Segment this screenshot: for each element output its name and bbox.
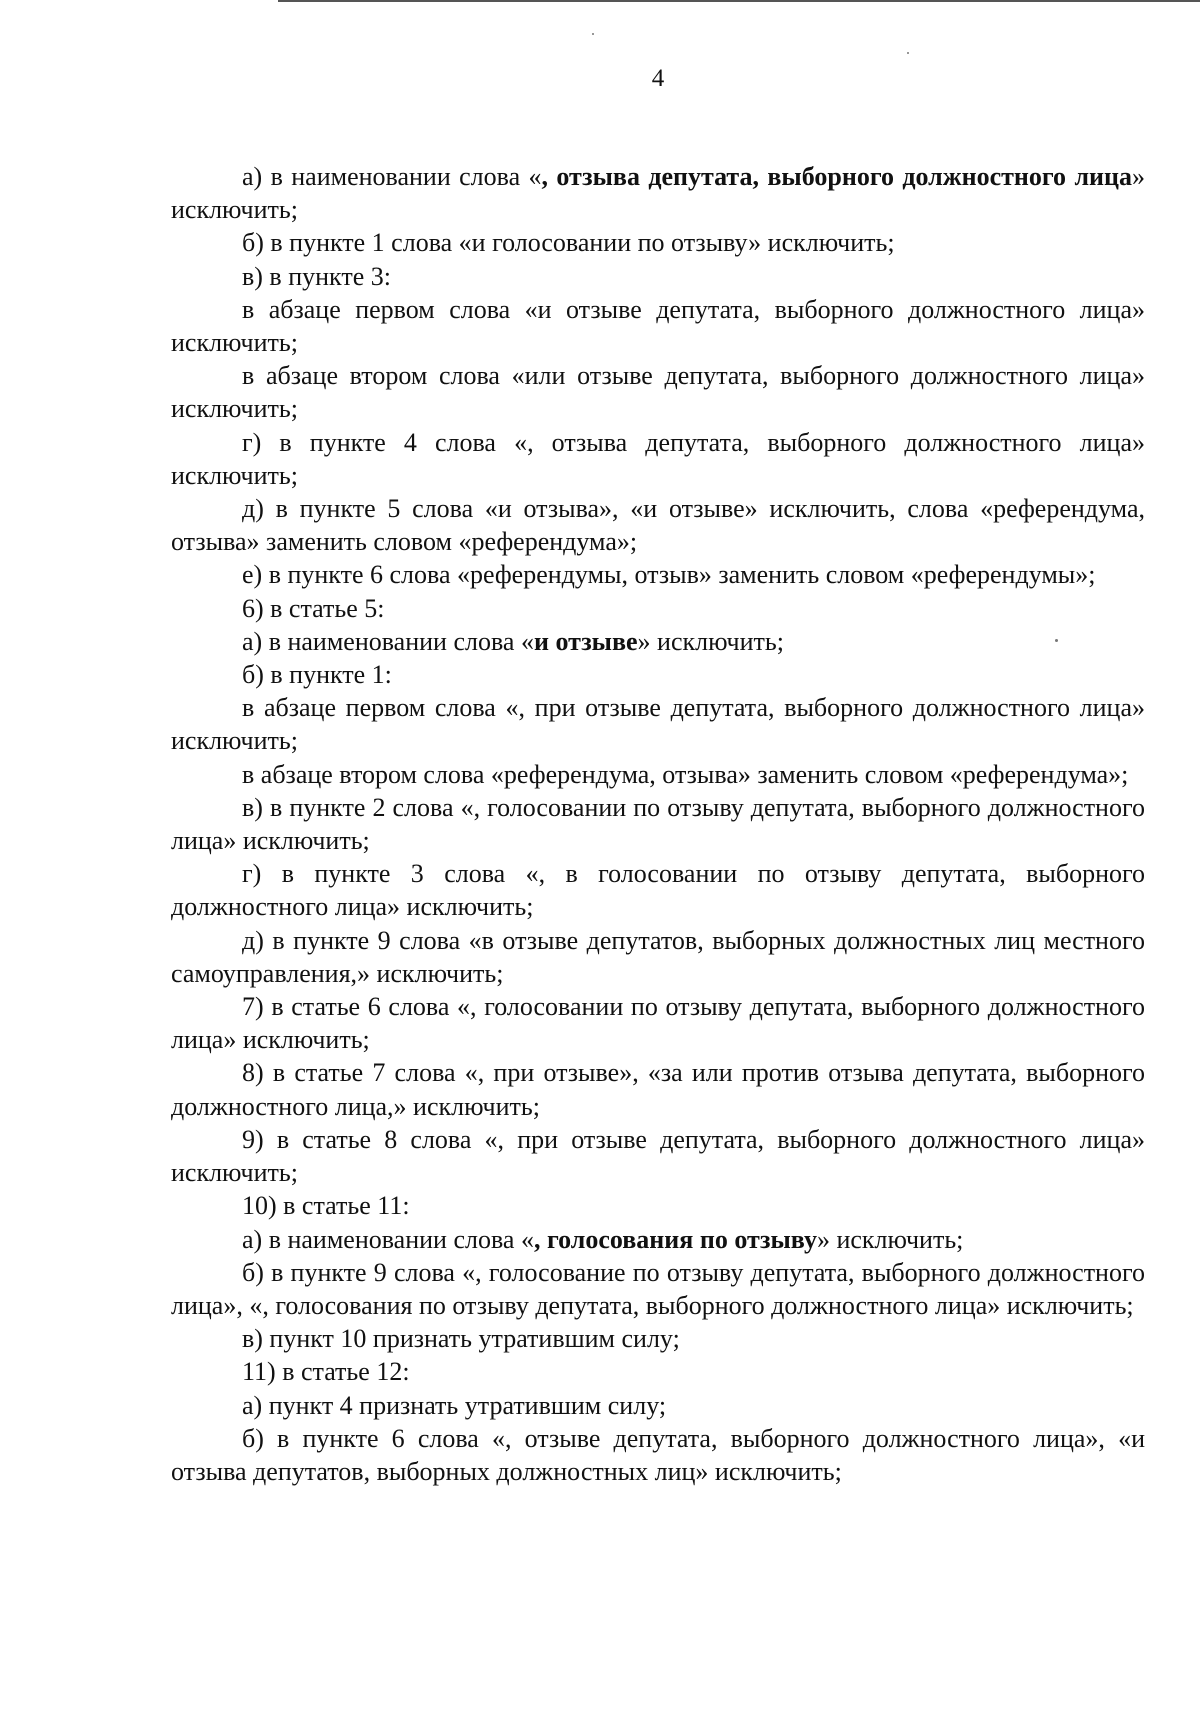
- paragraph: [171, 1355, 1145, 1388]
- text-run: а) пункт 4 признать утратившим силу;: [242, 1390, 667, 1420]
- paragraph: [171, 359, 1145, 425]
- text-run: » исключить;: [171, 162, 1145, 225]
- text-run: в) пункт 10 признать утратившим силу;: [242, 1324, 680, 1354]
- text-run: 6) в статье 5:: [242, 593, 385, 623]
- text-run: 10) в статье 11:: [242, 1191, 410, 1221]
- text-run: в абзаце первом слова «и отзыве депутата, выборного должностного лица» исключить;: [171, 294, 1145, 358]
- paragraph: [171, 260, 1145, 293]
- scan-speck: [907, 52, 909, 54]
- paragraph: [171, 1123, 1145, 1189]
- text-run: а) в наименовании слова «: [242, 626, 534, 656]
- paragraph: [171, 592, 1145, 625]
- text-run: г) в пункте 4 слова «, отзыва депутата, выборного должностного лица» исключить;: [171, 427, 1145, 490]
- text-run: г) в пункте 3 слова «, в голосовании по отзыву депутата, выборного должностного лица» исключить;: [171, 859, 1145, 922]
- text-run: а) в наименовании слова «: [242, 1224, 534, 1254]
- paragraph: [171, 558, 1145, 591]
- paragraph: [171, 1389, 1145, 1422]
- paragraph: [171, 226, 1145, 259]
- text-run: в абзаце втором слова «референдума, отзыва» заменить словом «референдума»;: [242, 759, 1129, 789]
- text-run: » исключить;: [816, 1224, 964, 1254]
- text-run: в) в пункте 3:: [242, 261, 391, 291]
- document-body: [171, 160, 1145, 1488]
- paragraph: [171, 857, 1145, 923]
- text-run: б) в пункте 1:: [242, 660, 392, 690]
- page-number-text: 4: [651, 65, 665, 92]
- paragraph: [171, 1422, 1145, 1488]
- paragraph: [171, 1189, 1145, 1222]
- text-run: а) в наименовании слова «: [242, 162, 542, 191]
- paragraph: [171, 658, 1145, 691]
- text-run: 7) в статье 6 слова «, голосовании по отзыву депутата, выборного должностного лица» исключить;: [171, 992, 1145, 1055]
- scan-speck: [592, 33, 594, 35]
- paragraph: [171, 924, 1145, 990]
- bold-text: и отзыве: [533, 626, 638, 656]
- text-run: » исключить;: [637, 626, 784, 656]
- top-rule: [278, 0, 1200, 2]
- paragraph: [171, 625, 1145, 658]
- paragraph: [171, 160, 1145, 226]
- paragraph: [171, 758, 1145, 791]
- text-run: в) в пункте 2 слова «, голосовании по отзыву депутата, выборного должностного лица» исключить;: [171, 792, 1145, 856]
- text-run: в абзаце втором слова «или отзыве депутата, выборного должностного лица» исключить;: [171, 361, 1145, 424]
- text-run: б) в пункте 9 слова «, голосование по отзыву депутата, выборного должностного лица», «, голосования по отзыву депутата, выборного должностного лица» исключить;: [171, 1257, 1145, 1320]
- scan-speck: [1055, 639, 1058, 642]
- text-run: в абзаце первом слова «, при отзыве депутата, выборного должностного лица» исключить;: [171, 693, 1145, 756]
- paragraph: [171, 1056, 1145, 1122]
- paragraph: [171, 791, 1145, 857]
- paragraph: [171, 691, 1145, 757]
- text-run: 8) в статье 7 слова «, при отзыве», «за или против отзыва депутата, выборного должностного лица,» исключить;: [171, 1058, 1145, 1121]
- text-run: 9) в статье 8 слова «, при отзыве депутата, выборного должностного лица» исключить;: [171, 1124, 1145, 1188]
- text-run: 11) в статье 12:: [242, 1357, 410, 1387]
- paragraph: [171, 426, 1145, 492]
- bold-text: , голосования по отзыву: [533, 1224, 817, 1254]
- paragraph: [171, 492, 1145, 558]
- paragraph: [171, 1322, 1145, 1355]
- text-run: е) в пункте 6 слова «референдумы, отзыв» заменить словом «референдумы»;: [242, 560, 1096, 590]
- bold-text: , отзыва депутата, выборного должностного лица: [541, 162, 1132, 191]
- paragraph: [171, 990, 1145, 1056]
- text-run: д) в пункте 5 слова «и отзыва», «и отзыве» исключить, слова «референдума, отзыва» заменить словом «референдума»;: [171, 494, 1145, 557]
- paragraph: [171, 293, 1145, 359]
- text-run: д) в пункте 9 слова «в отзыве депутатов, выборных должностных лиц местного самоуправления,» исключить;: [171, 925, 1145, 988]
- text-run: б) в пункте 1 слова «и голосовании по отзыву» исключить;: [242, 228, 895, 258]
- paragraph: [171, 1223, 1145, 1256]
- text-run: б) в пункте 6 слова «, отзыве депутата, выборного должностного лица», «и отзыва депутатов, выборных должностных лиц» исключить;: [171, 1423, 1145, 1486]
- paragraph: [171, 1256, 1145, 1322]
- page-number: [0, 64, 1200, 94]
